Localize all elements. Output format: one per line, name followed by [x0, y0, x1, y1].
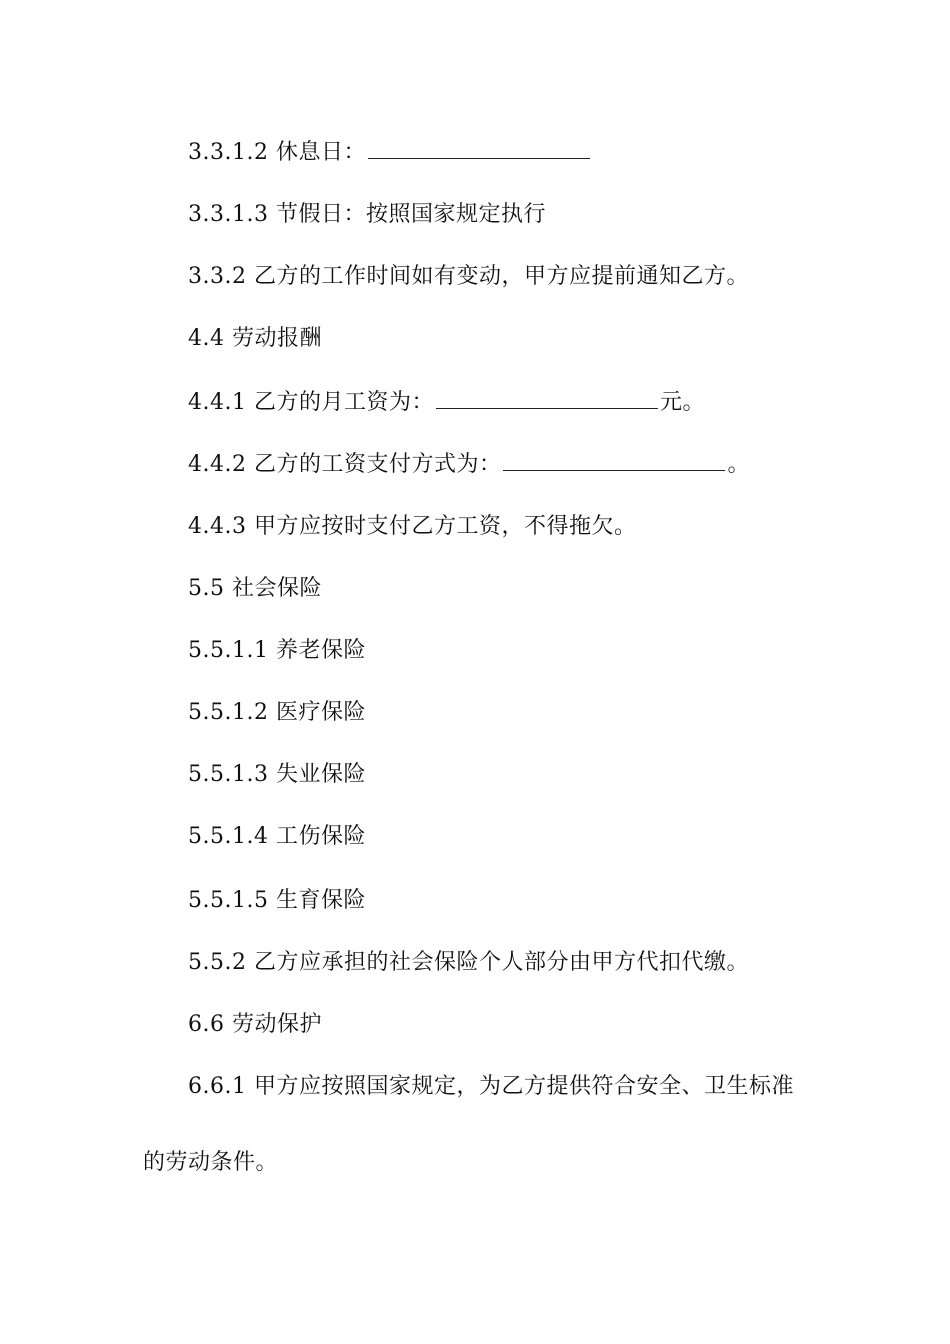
fill-in-blank-rest-day[interactable] [368, 138, 590, 159]
clause-text: 的劳动条件。 [143, 1150, 279, 1175]
clause-suffix: 元。 [659, 390, 705, 415]
clause-text: 6.6.1 甲方应按照国家规定，为乙方提供符合安全、卫生标准 [188, 1074, 794, 1099]
clause-3-3-2 [188, 262, 749, 292]
clause-4-4-3 [188, 512, 636, 542]
clause-text: 3.3.1.2 休息日： [188, 140, 366, 165]
section-5-5-heading [188, 574, 322, 604]
clause-5-5-2 [188, 948, 749, 978]
fill-in-blank-monthly-salary[interactable] [436, 388, 658, 409]
fill-in-blank-payment-method[interactable] [503, 450, 725, 471]
clause-text: 5.5.1.3 失业保险 [188, 762, 366, 787]
clause-text: 5.5.2 乙方应承担的社会保险个人部分由甲方代扣代缴。 [188, 950, 749, 975]
clause-text: 3.3.1.3 节假日：按照国家规定执行 [188, 202, 546, 227]
clause-5-5-1-4 [188, 822, 366, 852]
clause-suffix: 。 [727, 452, 750, 477]
section-heading: 6.6 劳动保护 [188, 1012, 322, 1037]
clause-text: 4.4.1 乙方的月工资为： [188, 390, 434, 415]
clause-text: 5.5.1.4 工伤保险 [188, 824, 366, 849]
clause-6-6-1 [188, 1072, 794, 1102]
clause-text: 5.5.1.1 养老保险 [188, 638, 366, 663]
clause-text: 4.4.2 乙方的工资支付方式为： [188, 452, 502, 477]
clause-text: 4.4.3 甲方应按时支付乙方工资，不得拖欠。 [188, 514, 637, 539]
clause-4-4-1 [188, 388, 705, 418]
clause-5-5-1-3 [188, 760, 366, 790]
clause-4-4-2 [188, 450, 750, 480]
section-heading: 5.5 社会保险 [188, 576, 322, 601]
clause-5-5-1-5 [188, 886, 366, 916]
clause-5-5-1-1 [188, 636, 366, 666]
clause-3-3-1-2 [188, 138, 592, 168]
section-6-6-heading [188, 1010, 322, 1040]
clause-5-5-1-2 [188, 698, 366, 728]
clause-text: 5.5.1.5 生育保险 [188, 888, 366, 913]
clause-text: 3.3.2 乙方的工作时间如有变动，甲方应提前通知乙方。 [188, 264, 749, 289]
section-4-4-heading [188, 324, 322, 354]
clause-3-3-1-3 [188, 200, 546, 230]
clause-text: 5.5.1.2 医疗保险 [188, 700, 366, 725]
clause-6-6-1-continuation [143, 1148, 278, 1178]
section-heading: 4.4 劳动报酬 [188, 326, 322, 351]
